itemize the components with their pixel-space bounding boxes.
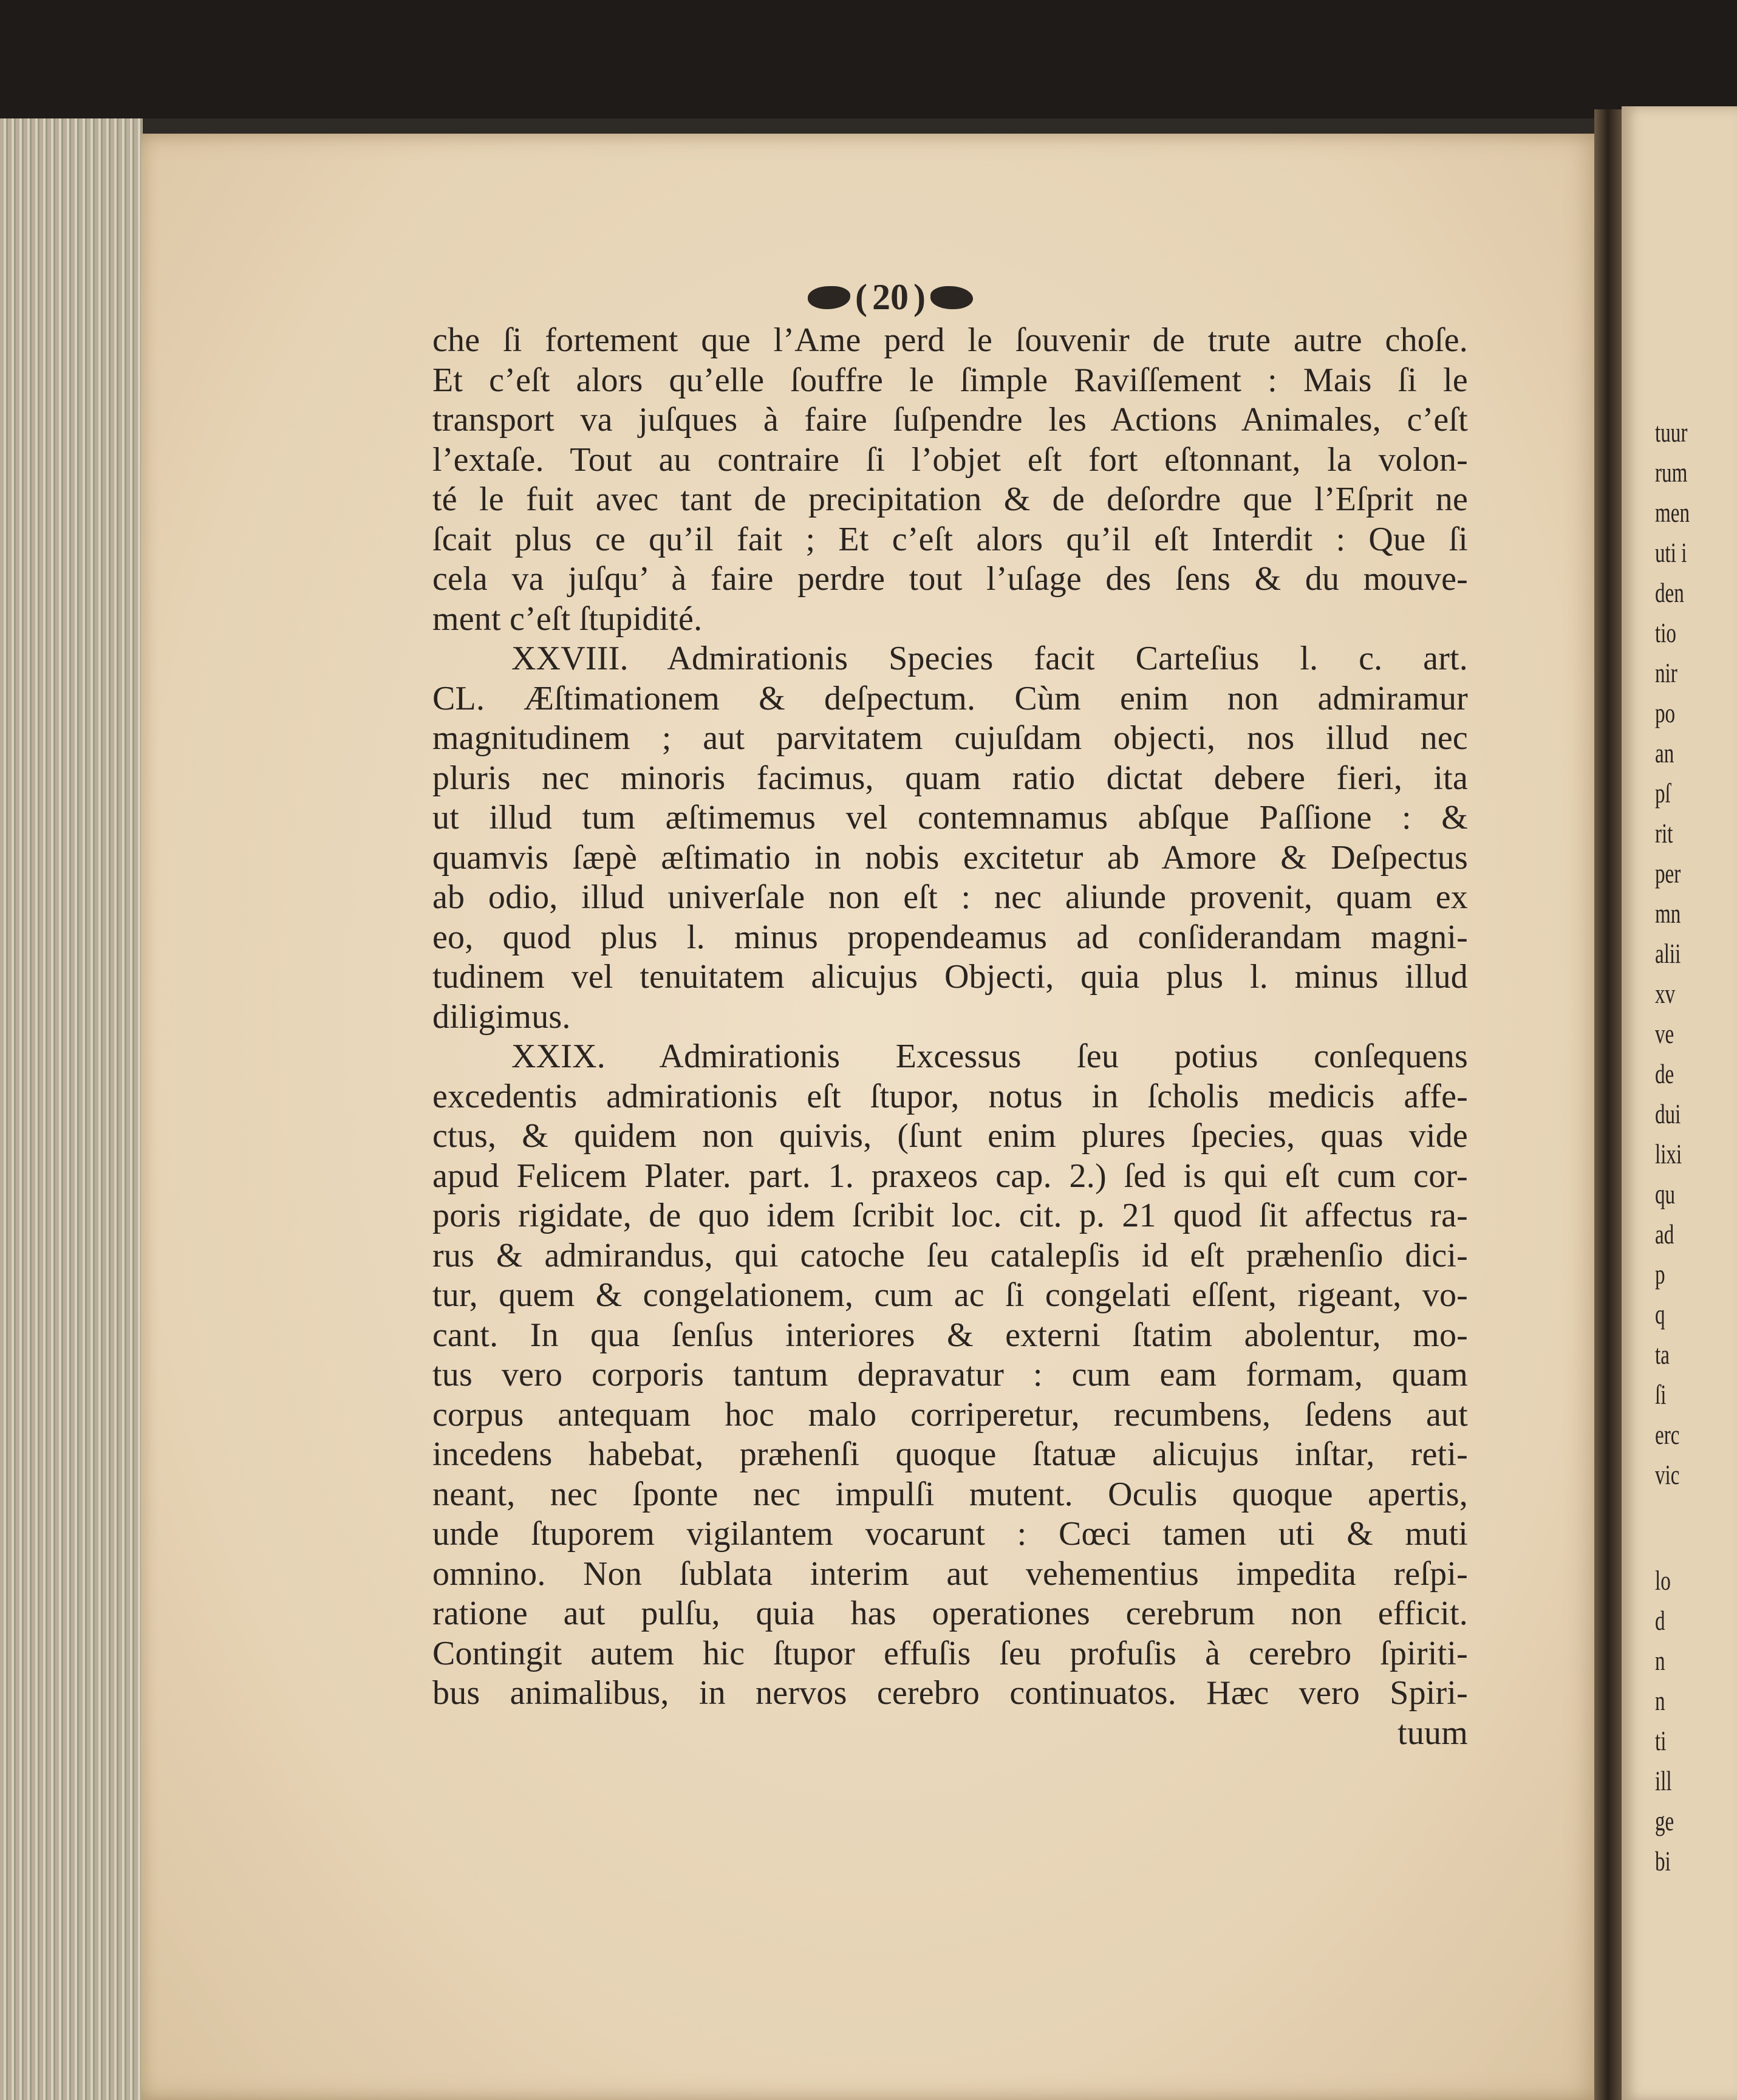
- next-page-fragment: vic: [1655, 1459, 1680, 1490]
- text-line: incedens habebat, præhenſi quoque ſtatuæ alicujus inſtar, reti-: [432, 1435, 1468, 1473]
- next-page-fragment: den: [1655, 577, 1684, 608]
- next-page-fragment: rum: [1655, 457, 1688, 488]
- next-page-fragment: pſ: [1655, 778, 1671, 809]
- next-page-fragment: lo: [1655, 1565, 1671, 1596]
- text-line: pluris nec minoris facimus, quam ratio dictat debere fieri, ita: [432, 759, 1468, 797]
- text-line: CL. Æſtimationem & deſpectum. Cùm enim non admiramur: [432, 679, 1468, 717]
- next-page-fragment: per: [1655, 858, 1681, 889]
- page-header: ( 20 ): [808, 276, 973, 318]
- next-page-fragment: uti i: [1655, 537, 1687, 568]
- next-page-fragment: dui: [1655, 1098, 1681, 1129]
- next-page-fragment: ad: [1655, 1219, 1674, 1250]
- text-line: cela va juſqu’ à faire perdre tout l’uſage des ſens & du mouve-: [432, 560, 1468, 598]
- next-page-fragment: an: [1655, 737, 1674, 768]
- catchword: tuum: [1397, 1714, 1468, 1752]
- text-line: XXIX. Admirationis Excessus ſeu potius conſequens: [511, 1038, 1468, 1075]
- text-line: corpus antequam hoc malo corriperetur, recumbens, ſedens aut: [432, 1395, 1468, 1434]
- next-page-fragment: bi: [1655, 1845, 1671, 1876]
- ornament-right-icon: [930, 286, 973, 309]
- text-line: apud Felicem Plater. part. 1. praxeos cap. 2.) ſed is qui eſt cum cor-: [432, 1157, 1468, 1195]
- text-line: ctus, & quidem non quivis, (ſunt enim plures ſpecies, quas vide: [432, 1117, 1468, 1155]
- next-page-fragment: nir: [1655, 657, 1677, 688]
- text-line: poris rigidate, de quo idem ſcribit loc. cit. p. 21 quod ſit affectus ra-: [432, 1197, 1468, 1234]
- text-line: tudinem vel tenuitatem alicujus Objecti, quia plus l. minus illud: [432, 958, 1468, 996]
- page-block-edges: [0, 118, 143, 2100]
- text-line: eo, quod plus l. minus propendeamus ad conſiderandam magni-: [432, 918, 1468, 956]
- next-page-fragment: tuur: [1655, 417, 1688, 448]
- text-line: ſcait plus ce qu’il fait ; Et c’eſt alors qu’il eſt Interdit : Que ſi: [432, 520, 1468, 558]
- text-line: excedentis admirationis eſt ſtupor, notus in ſcholis medicis affe-: [432, 1077, 1468, 1115]
- next-page-fragment: n: [1655, 1645, 1665, 1676]
- next-page-fragment: ge: [1655, 1805, 1674, 1836]
- next-page-fragment: ill: [1655, 1765, 1672, 1796]
- next-page-fragment: po: [1655, 697, 1676, 728]
- text-line: ut illud tum æſtimemus vel contemnamus abſque Paſſione : &: [432, 799, 1468, 836]
- text-line: unde ſtuporem vigilantem vocarunt : Cœci tamen uti & muti: [432, 1515, 1468, 1553]
- next-page-fragment: ta: [1655, 1339, 1670, 1370]
- text-line: diligimus.: [432, 997, 571, 1036]
- next-page-fragment: ti: [1655, 1725, 1667, 1756]
- next-page-fragment: mn: [1655, 898, 1681, 929]
- body-text: [432, 321, 1468, 1753]
- text-line: bus animalibus, in nervos cerebro continuatos. Hæc vero Spiri-: [432, 1674, 1468, 1712]
- text-line: ment c’eſt ſtupidité.: [432, 600, 703, 638]
- next-page-fragment: alii: [1655, 938, 1681, 969]
- next-page-fragment: erc: [1655, 1419, 1680, 1450]
- text-line: Et c’eſt alors qu’elle ſouffre le ſimple Raviſſement : Mais ſi le: [432, 361, 1468, 399]
- next-page-fragment: qu: [1655, 1178, 1676, 1209]
- next-page-fragment: tio: [1655, 617, 1676, 648]
- background-strip: [0, 0, 1737, 118]
- text-line: té le fuit avec tant de precipitation & de deſordre que l’Eſprit ne: [432, 481, 1468, 518]
- text-line: tus vero corporis tantum depravatur : cum eam formam, quam: [432, 1356, 1468, 1394]
- text-line: Contingit autem hic ſtupor effuſis ſeu profuſis à cerebro ſpiriti-: [432, 1634, 1468, 1672]
- next-page-fragment: d: [1655, 1605, 1665, 1636]
- text-line: che ſi fortement que l’Ame perd le ſouvenir de trute autre choſe.: [432, 321, 1468, 359]
- next-page-fragment: men: [1655, 497, 1690, 528]
- next-page-fragment: p: [1655, 1259, 1665, 1290]
- text-line: l’extaſe. Tout au contraire ſi l’objet eſt fort eſtonnant, la volon-: [432, 440, 1468, 479]
- text-line: ab odio, illud univerſale non eſt : nec aliunde provenit, quam ex: [432, 878, 1468, 916]
- text-line: ratione aut pulſu, quia has operationes cerebrum non efficit.: [432, 1595, 1468, 1632]
- text-line: omnino. Non ſublata interim aut vehementius impedita reſpi-: [432, 1554, 1468, 1593]
- book-gutter: [1594, 109, 1622, 2100]
- text-line: XXVIII. Admirationis Species facit Carteſius l. c. art.: [511, 640, 1468, 677]
- right-page-sliver: [1622, 106, 1737, 2100]
- next-page-fragment: de: [1655, 1058, 1674, 1089]
- next-page-fragment: ve: [1655, 1018, 1674, 1049]
- ornament-left-icon: [808, 286, 850, 309]
- text-line: tur, quem & congelationem, cum ac ſi congelati eſſent, rigeant, vo-: [432, 1276, 1468, 1314]
- text-line: cant. In qua ſenſus interiores & externi ſtatim abolentur, mo-: [432, 1316, 1468, 1354]
- next-page-fragment: ſi: [1655, 1379, 1667, 1410]
- page-number: 20: [872, 277, 909, 317]
- next-page-fragment: lixi: [1655, 1138, 1682, 1169]
- text-line: transport va juſques à faire ſuſpendre les Actions Animales, c’eſt: [432, 401, 1468, 439]
- text-line: neant, nec ſponte nec impulſi mutent. Oculis quoque apertis,: [432, 1475, 1468, 1513]
- text-line: rus & admirandus, qui catoche ſeu catalepſis id eſt præhenſio dici-: [432, 1236, 1468, 1274]
- next-page-fragment: n: [1655, 1685, 1665, 1716]
- next-page-fragment: xv: [1655, 978, 1676, 1009]
- next-page-fragment: rit: [1655, 818, 1673, 849]
- next-page-fragment: q: [1655, 1299, 1665, 1330]
- text-line: magnitudinem ; aut parvitatem cujuſdam objecti, nos illud nec: [432, 719, 1468, 757]
- text-line: quamvis ſæpè æſtimatio in nobis excitetur ab Amore & Deſpectus: [432, 838, 1468, 877]
